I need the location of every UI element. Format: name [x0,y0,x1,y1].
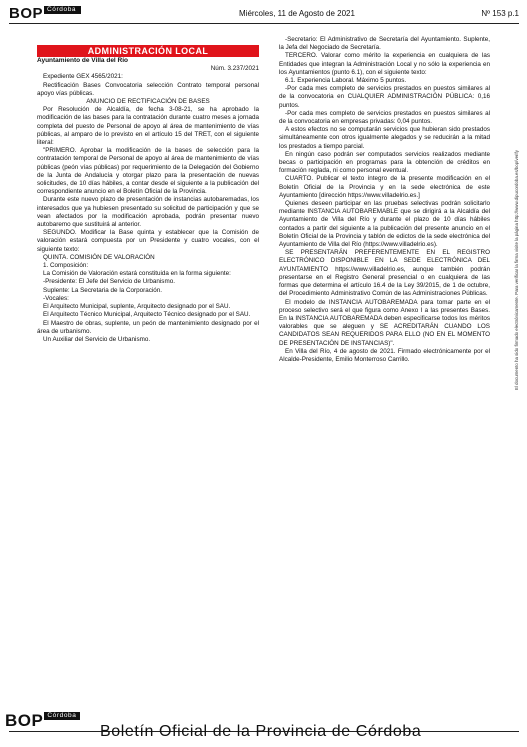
footer-title: Boletín Oficial de la Provincia de Córdoba [100,723,422,740]
notice-title: ANUNCIO DE RECTIFICACIÓN DE BASES [86,98,210,106]
paragraph: En ningún caso podrán ser computados servicios realizados mediante becas o participación en programas para la obtención de créditos en formación reglada, ni como personal eventual. [279,150,490,175]
paragraph: TERCERO. Valorar como mérito la experiencia en cualquiera de las Entidades que integran la Administración Local y no sólo la experiencia en los Ayuntamientos (punto 6.1), con el siguiente texto: [279,52,490,76]
paragraph: SEGUNDO. Modificar la Base quinta y establecer que la Comisión de valoración estará compuesta por un Presidente y cuatro vocales, con el siguiente texto: [37,229,259,253]
paragraph: 6.1. Experiencia Laboral. Máximo 5 puntos. [285,77,407,85]
paragraph: El Arquitecto Municipal, suplente, Arquitecto designado por el SAU. [43,303,231,311]
paragraph: El modelo de INSTANCIA AUTOBAREMADA para tomar parte en el proceso selectivo será el que figura como Anexo I a las presentes Bases. En la INSTANCIA AUTOBAREMADA deben especificarse todos los méritos valorables que se aleguen y SE ACREDITARÁN CUANDO LOS CANDIDATOS SEAN REQUERIDOS PARA ELLO (NO EN EL MOMENTO DE PRESENTACIÓN DE INSTANCIAS)". [279,298,490,347]
paragraph: El Maestro de obras, suplente, un peón de mantenimiento designado por el área de urbanismo. [37,319,259,335]
paragraph: A estos efectos no se computarán servicios que hubieran sido prestados simultáneamente con otros igualmente alegados y se reducirán a la mitad los prestados a tiempo parcial. [279,126,490,150]
paragraph: La Comisión de Valoración estará constituida en la forma siguiente: [43,270,231,278]
ad-number: Núm. 3.237/2021 [210,65,259,73]
verification-note: El documento ha sido firmado electrónicamente. Para verificar la firma visite la página http://www.dipucordoba.es/bop/verify [514,150,519,390]
paragraph: Por Resolución de Alcaldía, de fecha 3-08-21, se ha aprobado la modificación de las bases para la contratación durante cuatro meses a jornada completa del puesto de Personal de apoyo al área de mantenimiento de vías públicas, al amparo de lo previsto en el artículo 15 del TRET, con el siguiente literal: [37,106,259,147]
left-column [37,36,259,344]
paragraph: QUINTA. COMISIÓN DE VALORACIÓN [43,253,155,261]
paragraph: Suplente: La Secretaria de la Corporación. [43,286,163,294]
paragraph: Un Auxiliar del Servicio de Urbanismo. [43,335,151,343]
paragraph: -Secretario: El Administrativo de Secretaría del Ayuntamiento. Suplente, la Jefa del Negociado de Secretaría. [279,36,490,52]
paragraph: 1. Composición: [43,262,89,270]
footer-logo [5,712,80,731]
organization-name: Ayuntamiento de Villa del Río [37,57,129,64]
right-column [279,36,490,364]
paragraph: "PRIMERO. Aprobar la modificación de la bases de selección para la contratación temporal de Personal de apoyo al área de mantenimiento de vías públicas (peón vías públicas) por requerimiento de la Delegación del Gobierno de la Junta de Andalucía y otorgar plazo para la presentación de nuevas solicitudes, de 10 días hábiles, a contar desde el siguiente a la publicación del correspondiente anuncio en el Boletín Oficial de la Provincia. [37,147,259,196]
paragraph: Rectificación Bases Convocatoria selección Contrato temporal personal apoyo vías públicas. [37,81,259,97]
footer-logo-city: Córdoba [44,712,80,720]
paragraph: -Por cada mes completo de servicios prestados en puestos similares al de la convocatoria en empresas privadas: 0,04 puntos. [279,109,490,126]
paragraph: Durante este nuevo plazo de presentación de instancias autobaremadas, los interesados que ya hubiesen presentado su solicitud de participación y que se vean afectados por la modificación aprobada, podrán presentar nuevo autobaremo que sustituirá al anterior. [37,196,259,229]
paragraph: Expediente GEX 4565/2021: [43,73,123,81]
logo-text: BOP [9,5,44,22]
paragraph: CUARTO. Publicar el texto íntegro de la presente modificación en el Boletín Oficial de la Provincia y en la sede electrónica de este Ayuntamiento [dirección https://www.villadelrio.es.] [279,175,490,199]
paragraph: SE PRESENTARÁN PREFERENTEMENTE EN EL REGISTRO ELECTRÓNICO DISPONIBLE EN LA SEDE ELECTRÓNICA DEL AYUNTAMIENTO https://www.villadelrio.es, aunque también podrán presentarse en el Registro General presencial o en cualquiera de las formas que determina el artículo 16.4 de la Ley 39/2015, de 1 de octubre, del Procedimiento Administrativo Común de las Administraciones Públicas. [279,249,490,298]
footer-logo-text: BOP [5,711,44,730]
section-banner: ADMINISTRACIÓN LOCAL [37,45,259,57]
paragraph: -Presidente: El Jefe del Servicio de Urbanismo. [43,278,175,286]
paragraph: -Por cada mes completo de servicios prestados en puestos similares al de la convocatoria en CUALQUIER ADMINISTRACIÓN PÚBLICA: 0,16 puntos. [279,85,490,109]
page-header [9,6,519,24]
bop-logo [9,6,81,21]
signature-paragraph: En Villa del Río, 4 de agosto de 2021. Firmado electrónicamente por el Alcalde-Presidente, Emilio Monterroso Carrillo. [279,347,490,363]
header-divider [9,23,519,24]
issue-date: Miércoles, 11 de Agosto de 2021 [239,9,355,18]
paragraph: Quienes deseen participar en las pruebas selectivas podrán solicitarlo mediante INSTANCIA AUTOBAREMABLE que se dirigirá a la Alcaldía del Ayuntamiento de Villa del Río y durante el plazo de 10 días hábiles contados a partir del siguiente a la publicación del presente anuncio en el Boletín Oficial de la Provincia y tablón de edictos de la sede electrónica del Ayuntamiento de Villa del Río (https://www.villadelrio.es). [279,200,490,249]
paragraph: -Vocales: [43,294,69,302]
issue-number: Nº 153 p.1 [481,9,519,18]
logo-city: Córdoba [44,6,81,14]
paragraph: El Arquitecto Técnico Municipal, Arquitecto Técnico designado por el SAU. [43,311,251,319]
